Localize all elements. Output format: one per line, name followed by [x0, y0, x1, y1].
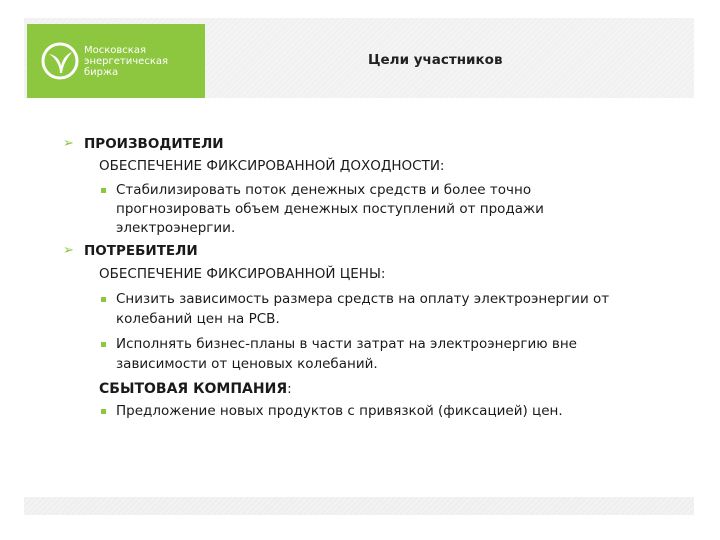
section-subheading: ОБЕСПЕЧЕНИЕ ФИКСИРОВАННОЙ ДОХОДНОСТИ:	[99, 158, 445, 174]
section-heading: ПОТРЕБИТЕЛИ	[84, 243, 198, 259]
arrow-right-icon: ➢	[63, 243, 74, 258]
square-bullet-icon	[101, 409, 106, 414]
bullet-line: Предложение новых продуктов с привязкой (фиксацией) цен.	[116, 403, 563, 419]
bullet-line: Исполнять бизнес-планы в части затрат на электроэнергию вне	[116, 336, 577, 352]
bullet-line: Стабилизировать поток денежных средств и более точно	[116, 182, 532, 198]
bullet-line: Снизить зависимость размера средств на оплату электроэнергии от	[116, 291, 610, 307]
footer-band	[24, 497, 694, 515]
bullet-line: колебаний цен на РСВ.	[116, 311, 280, 327]
logo-line: биржа	[84, 67, 119, 78]
logo-line: энергетическая	[84, 56, 168, 67]
bullet-line: электроэнергии.	[116, 220, 236, 236]
section-heading: ПРОИЗВОДИТЕЛИ	[84, 136, 224, 152]
subheading-text: СБЫТОВАЯ КОМПАНИЯ	[99, 381, 288, 397]
bullet-line: зависимости от ценовых колебаний.	[116, 356, 378, 372]
section-subheading-2	[99, 378, 292, 397]
square-bullet-icon	[101, 342, 106, 347]
section-subheading: ОБЕСПЕЧЕНИЕ ФИКСИРОВАННОЙ ЦЕНЫ:	[99, 266, 386, 282]
bullet-line: прогнозировать объем денежных поступлений от продажи	[116, 201, 544, 217]
page-title: Цели участников	[368, 52, 503, 68]
square-bullet-icon	[101, 297, 106, 302]
arrow-right-icon: ➢	[63, 136, 74, 151]
square-bullet-icon	[101, 188, 106, 193]
logo-line: Московская	[84, 45, 146, 56]
subheading-colon: :	[287, 381, 292, 397]
